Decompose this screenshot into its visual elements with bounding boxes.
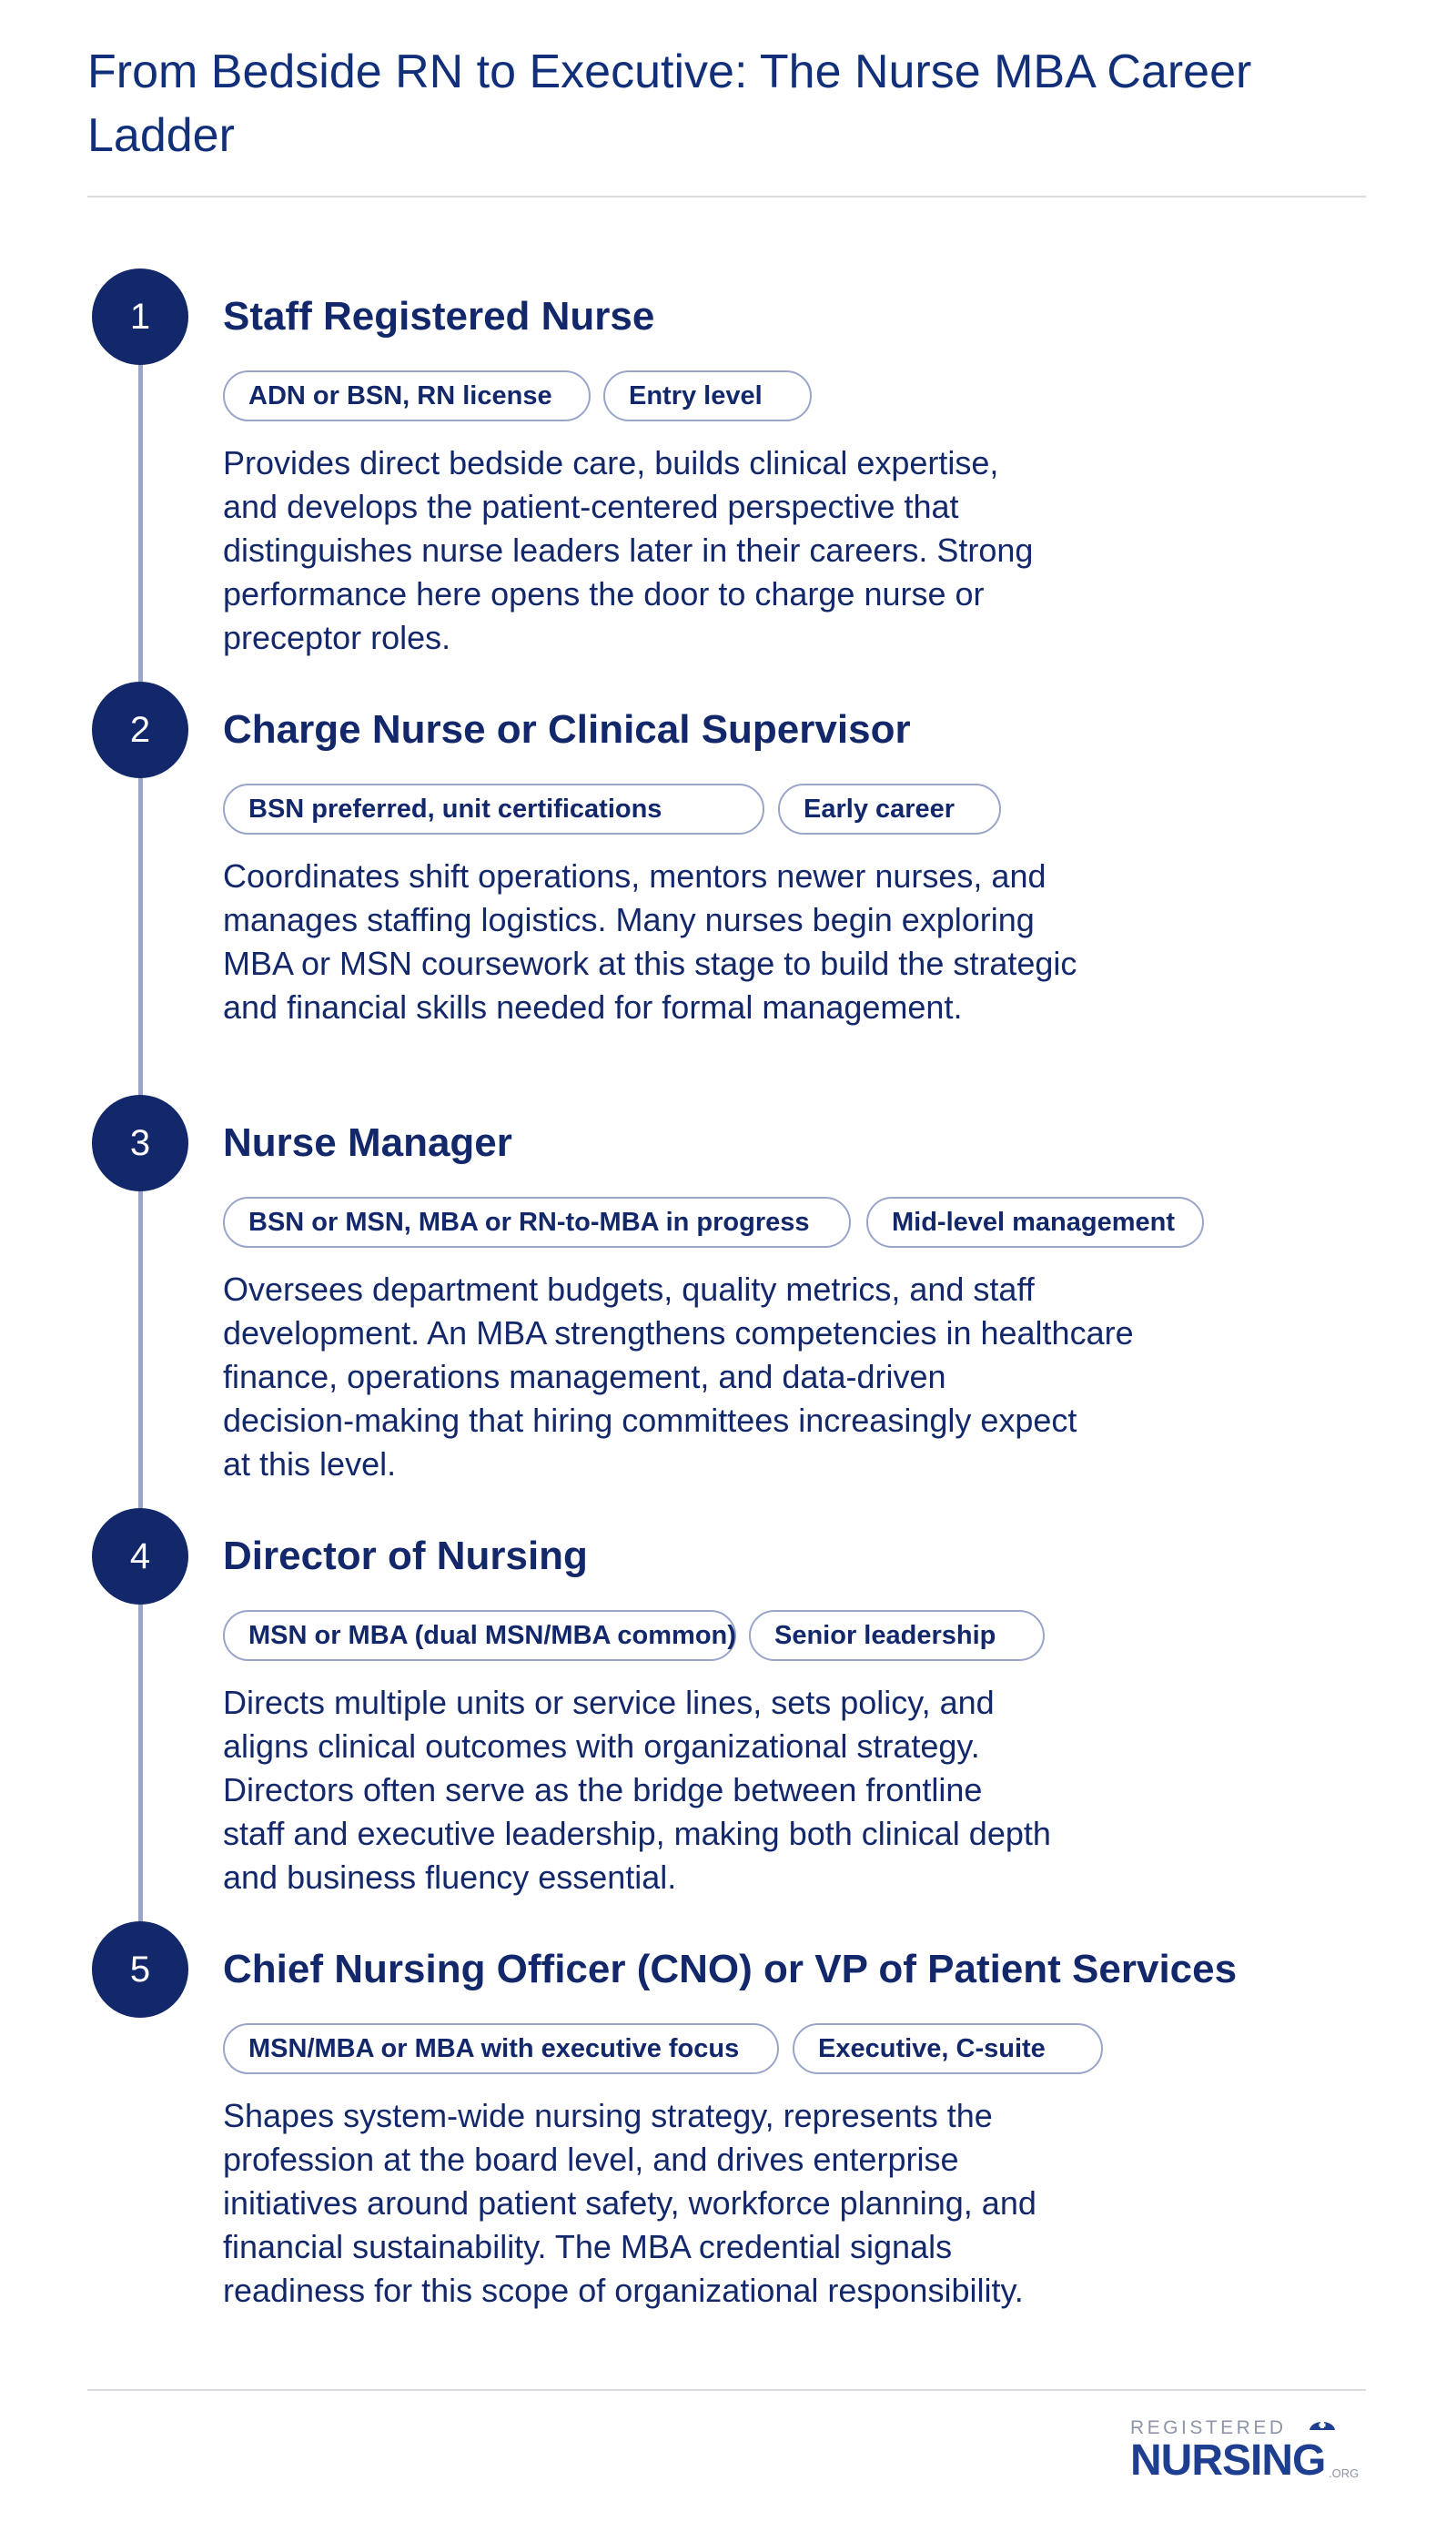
step-title: Staff Registered Nurse — [223, 294, 655, 339]
step-number-badge: 4 — [92, 1508, 188, 1605]
education-tag: ADN or BSN, RN license — [223, 370, 591, 421]
step-description: Shapes system-wide nursing strategy, represents the profession at the board level, and drives enterprise initiatives around patient safety, workforce planning, and financial sustainability. The MBA credential signals readiness for this scope of organizational responsibility. — [223, 2097, 1036, 2309]
step-description: Provides direct bedside care, builds clinical expertise, and develops the patient-centered perspective that distinguishes nurse leaders later in their careers. Strong performance here opens the door to charge nurse or preceptor roles. — [223, 444, 1034, 656]
step-description: Oversees department budgets, quality metrics, and staff development. An MBA strengthens competencies in healthcare finance, operations management, and data-driven decision-making that hiring committees increasingly expect at this level. — [223, 1271, 1134, 1483]
level-tag: Early career — [778, 784, 1001, 835]
step-title: Charge Nurse or Clinical Supervisor — [223, 707, 911, 752]
page-title: From Bedside RN to Executive: The Nurse MBA Career Ladder — [87, 46, 1252, 162]
level-tag: Mid-level management — [866, 1197, 1204, 1248]
level-tag: Executive, C-suite — [793, 2023, 1103, 2074]
registered-nursing-logo — [1130, 2412, 1367, 2503]
level-tag: Senior leadership — [749, 1610, 1045, 1661]
step-title: Director of Nursing — [223, 1534, 588, 1578]
step-title: Nurse Manager — [223, 1120, 512, 1165]
step-number-badge: 1 — [92, 268, 188, 365]
step-description: Directs multiple units or service lines, sets policy, and aligns clinical outcomes with organizational strategy. Directors often serve as the bridge between frontline staff and executive leadership, making both clinical depth and business fluency essential. — [223, 1684, 1051, 1896]
education-tag: MSN or MBA (dual MSN/MBA common) — [223, 1610, 736, 1661]
logo-main-text: NURSING — [1130, 2436, 1326, 2485]
step-description: Coordinates shift operations, mentors newer nurses, and manages staffing logistics. Many nurses begin exploring MBA or MSN coursework at this stage to build the strategic and financial skills needed for formal management. — [223, 857, 1077, 1026]
bottom-divider — [87, 2389, 1366, 2391]
top-divider — [87, 196, 1366, 197]
step-number-badge: 3 — [92, 1095, 188, 1191]
education-tag: BSN or MSN, MBA or RN-to-MBA in progress — [223, 1197, 851, 1248]
logo-top-text: REGISTERED — [1130, 2417, 1287, 2438]
education-tag: BSN preferred, unit certifications — [223, 784, 764, 835]
step-number-badge: 5 — [92, 1921, 188, 2018]
step-number-badge: 2 — [92, 682, 188, 778]
nurse-cap-icon — [1308, 2414, 1337, 2434]
step-title: Chief Nursing Officer (CNO) or VP of Patient Services — [223, 1947, 1238, 1991]
level-tag: Entry level — [603, 370, 812, 421]
logo-suffix-text: .ORG — [1329, 2466, 1360, 2480]
education-tag: MSN/MBA or MBA with executive focus — [223, 2023, 779, 2074]
